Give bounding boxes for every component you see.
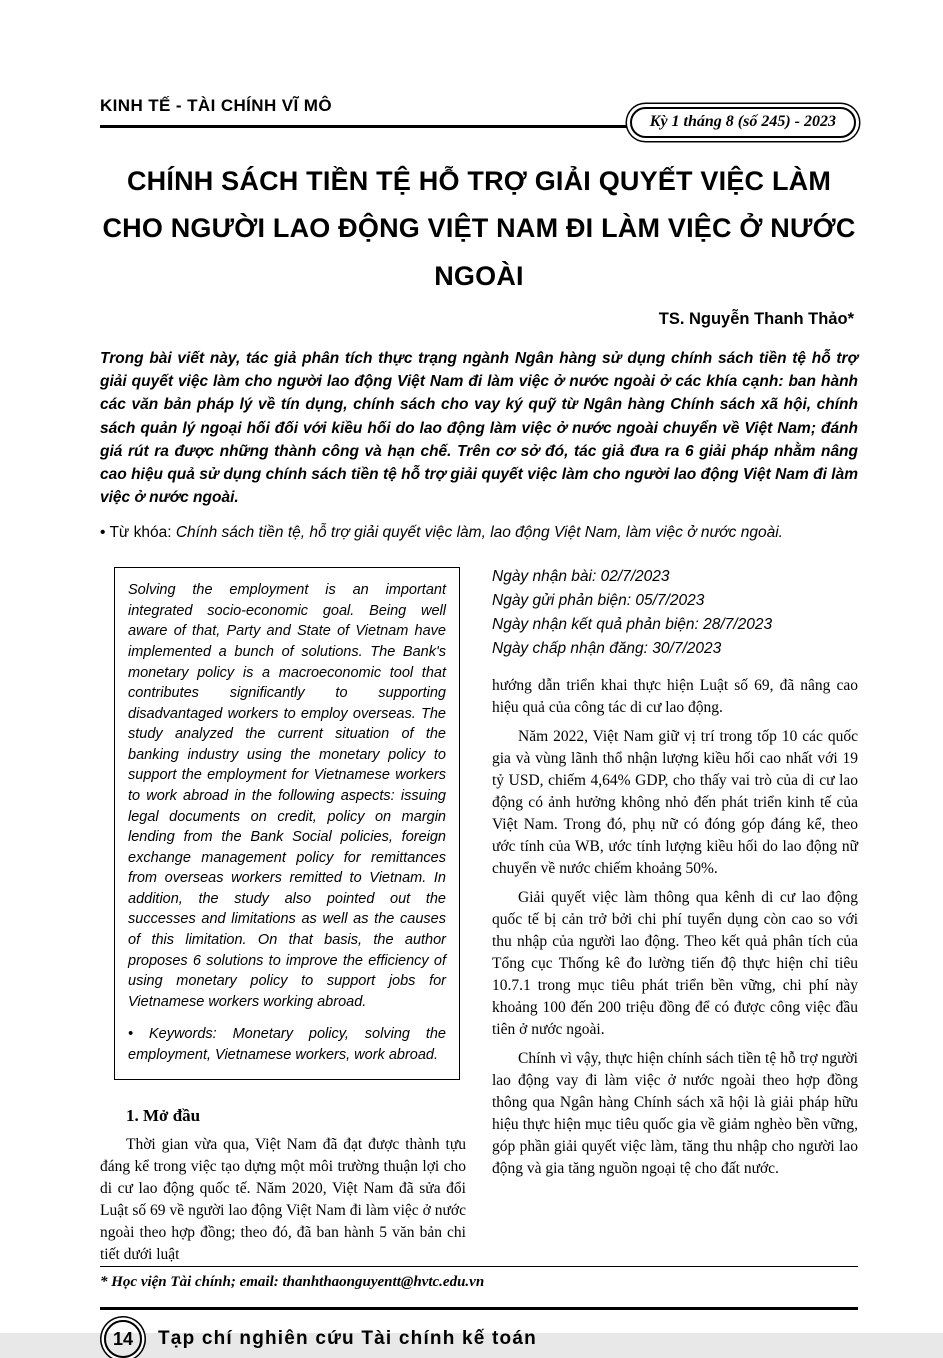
page-number-badge: 14 [104, 1320, 142, 1358]
right-column [492, 565, 858, 1266]
article-title [100, 158, 858, 300]
author-name: TS. Nguyễn Thanh Thảo* [658, 309, 854, 328]
keywords-en-text: Monetary policy, solving the employment, Vietnamese workers, work abroad. [128, 1026, 446, 1063]
keywords-en-label: • Keywords: [128, 1026, 233, 1043]
abstract-vietnamese: Trong bài viết này, tác giả phân tích thực trạng ngành Ngân hàng sử dụng chính sách tiền tệ hỗ trợ giải quyết việc làm cho người lao động Việt Nam đi làm việc ở nước ngoài ở các khía cạnh: ban hành các văn bản pháp lý về tín dụng, chính sách cho vay ký quỹ từ Ngân hàng Chính sách xã hội, chính sách quản lý ngoại hối đối với kiều hối do lao động làm việc ở nước ngoài chuyển về Việt Nam; đánh giá rút ra được những thành công và hạn chế. Trên cơ sở đó, tác giả đưa ra 6 giải pháp nhằm nâng cao hiệu quả sử dụng chính sách tiền tệ hỗ trợ giải quyết việc làm cho người lao động Việt Nam đi làm việc ở nước ngoài. [100, 349, 858, 507]
issue-badge: Kỳ 1 tháng 8 (số 245) - 2023 [630, 107, 856, 138]
keywords-vietnamese [100, 522, 858, 544]
date-received: Ngày nhận bài: 02/7/2023 [492, 568, 670, 586]
body-paragraph: Năm 2022, Việt Nam giữ vị trí trong tốp 10 các quốc gia và vùng lãnh thổ nhận lượng kiều hối cao nhất với 19 tỷ USD, chiếm 4,64% GDP, cho thấy vai trò của di cư lao động có ảnh hưởng không nhỏ đến phát triển kinh tế của Việt Nam. Trong đó, phụ nữ có đóng góp đáng kể, theo ước tính của WB, ước tính lượng kiều hối do lao động nữ chuyển về nước chiếm khoảng 50%. [492, 728, 858, 878]
left-column [100, 565, 466, 1266]
date-review-result: Ngày nhận kết quả phản biện: 28/7/2023 [492, 616, 773, 634]
author-footnote: * Học viện Tài chính; email: thanhthaonguyentt@hvtc.edu.vn [100, 1266, 858, 1291]
page-footer [100, 1307, 858, 1358]
date-sent-review: Ngày gửi phản biện: 05/7/2023 [492, 592, 705, 610]
page-header [100, 80, 858, 128]
journal-name: Tạp chí nghiên cứu Tài chính kế toán [158, 1328, 537, 1350]
english-abstract-box [114, 567, 460, 1080]
keywords-vi-label: • Từ khóa: [100, 523, 176, 541]
intro-paragraph: Thời gian vừa qua, Việt Nam đã đạt được thành tựu đáng kể trong việc tạo dựng một môi trường thuận lợi cho di cư lao động quốc tế. Năm 2020, Việt Nam đã sửa đổi Luật số 69 về người lao động Việt Nam đi làm việc ở nước ngoài theo hợp đồng; theo đó, đã ban hành 5 văn bản chi tiết dưới luật [100, 1136, 466, 1264]
section-heading-intro: 1. Mở đầu [126, 1106, 201, 1126]
date-accepted: Ngày chấp nhận đăng: 30/7/2023 [492, 640, 722, 658]
body-paragraph: Giải quyết việc làm thông qua kênh di cư lao động quốc tế bị cản trở bởi chi phí tuyển dụng còn cao so với thu nhập của người lao động. Theo kết quả phân tích của Tổng cục Thống kê đo lường tiến độ thực hiện chỉ tiêu 10.7.1 trong mục tiêu phát triển bền vững, chi phí này khoảng 100 đến 200 triệu đồng để có được công việc đầu tiên ở nước ngoài. [492, 889, 858, 1039]
header-section-label: KINH TẾ - TÀI CHÍNH VĨ MÔ [100, 96, 332, 115]
keywords-vi-text: Chính sách tiền tệ, hỗ trợ giải quyết việc làm, lao động Việt Nam, làm việc ở nước ngoài. [175, 523, 783, 541]
body-paragraph: Chính vì vậy, thực hiện chính sách tiền tệ hỗ trợ người lao động vay đi làm việc ở nước ngoài theo hợp đồng thông qua Ngân hàng Chính sách xã hội là giải pháp hữu hiệu thực hiện mục tiêu quốc gia về giảm nghèo bền vững, góp phần giải quyết việc làm, tăng thu nhập cho người lao động và gia tăng nguồn ngoại tệ cho đất nước. [492, 1050, 858, 1178]
article-title-line1: CHÍNH SÁCH TIỀN TỆ HỖ TRỢ GIẢI QUYẾT VIỆC LÀM [126, 166, 832, 196]
body-paragraph: hướng dẫn triển khai thực hiện Luật số 69, đã nâng cao hiệu quả của công tác di cư lao động. [492, 677, 858, 717]
keywords-english [128, 1024, 446, 1065]
two-column-body [100, 565, 858, 1266]
dates-block [492, 565, 858, 661]
article-title-line2: CHO NGƯỜI LAO ĐỘNG VIỆT NAM ĐI LÀM VIỆC Ở NƯỚC NGOÀI [102, 213, 856, 291]
abstract-english: Solving the employment is an important integrated socio-economic goal. Being well aware of that, Party and State of Vietnam have implemented a bunch of solutions. The Bank's monetary policy is a macroeconomic tool that contributes significantly to supporting disadvantaged workers to employ overseas. The study analyzed the current situation of the banking industry using the monetary policy to support the employment for Vietnamese workers to work abroad in the following aspects: issuing legal documents on credit, policy on margin lending from the Bank Social policies, foreign exchange management policy for remittances from overseas workers remitted to Vietnam. In addition, the study also pointed out the successes and limitations as well as the causes of this limitation. On that basis, the author proposes 6 solutions to improve the efficiency of using monetary policy to support jobs for Vietnamese workers working abroad. [128, 582, 446, 1010]
